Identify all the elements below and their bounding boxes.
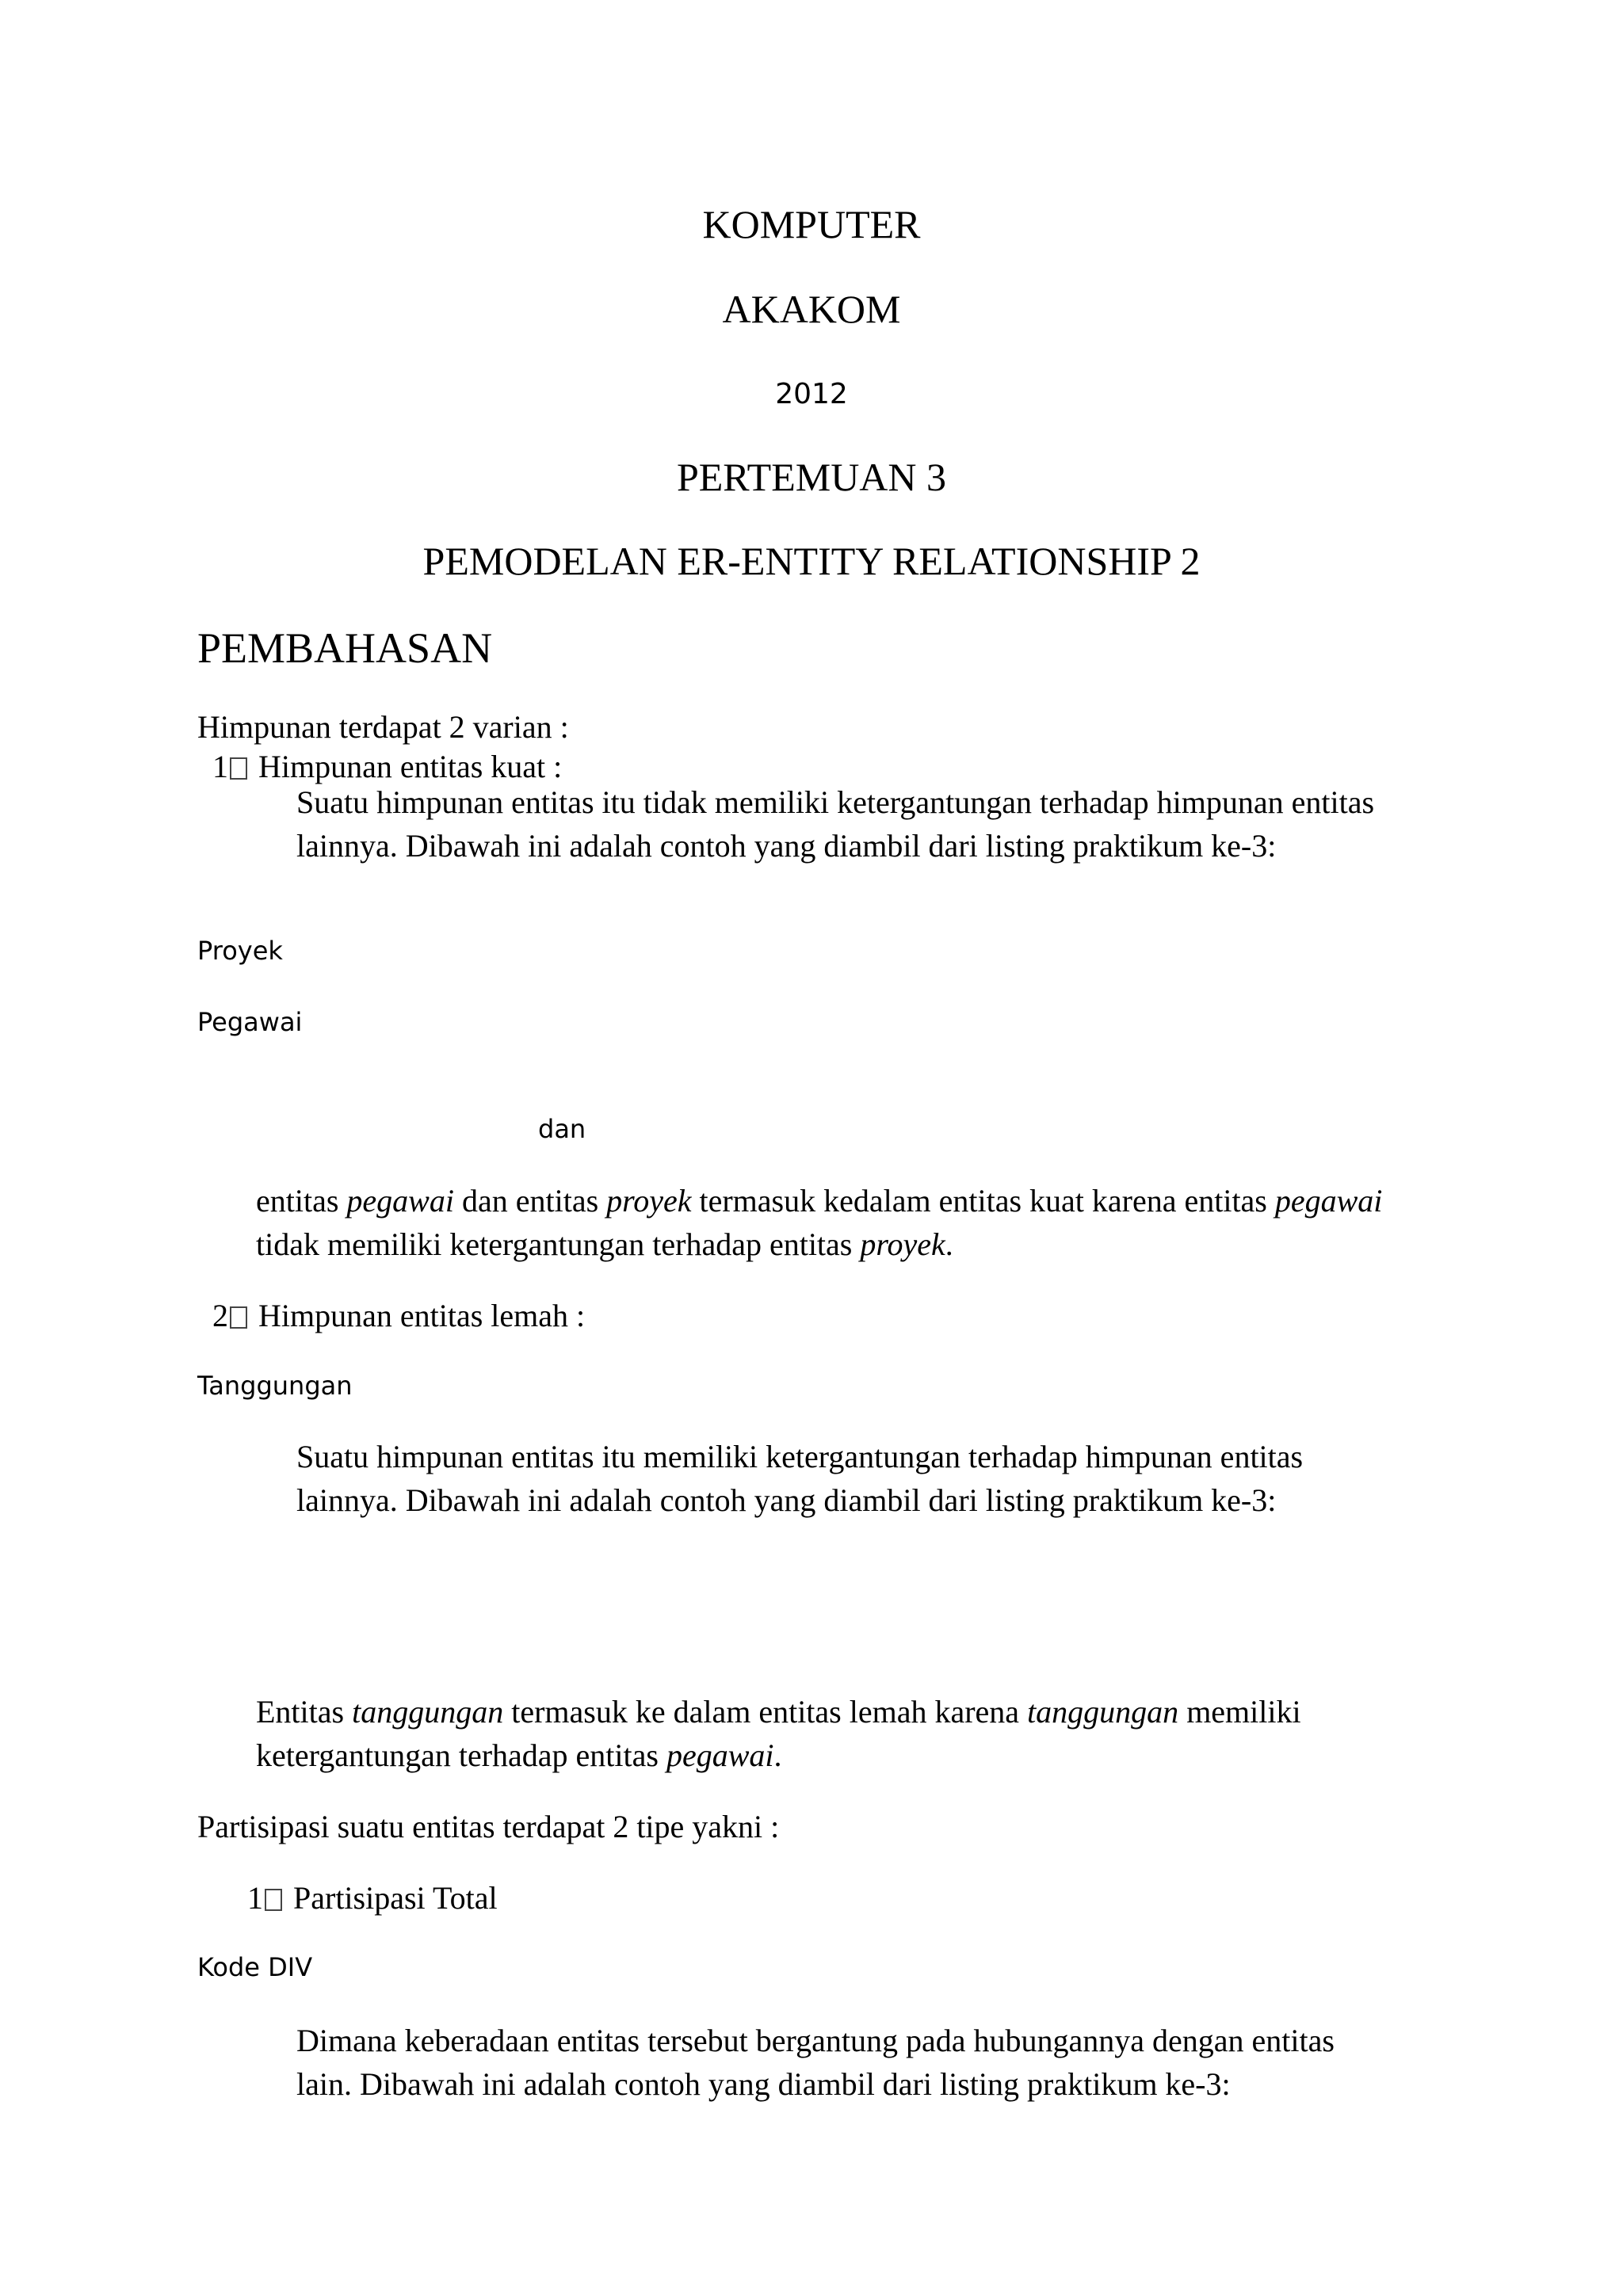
item1-desc-line1: Suatu himpunan entitas itu tidak memiliki ketergantungan terhadap himpunan entitas [296,784,1375,820]
participation-intro: Partisipasi suatu entitas terdapat 2 tipe yakni : [197,1809,780,1844]
figure-label-pegawai: Pegawai [197,1007,303,1037]
item-label: Partisipasi Total [293,1880,498,1916]
intro-text: Himpunan terdapat 2 varian : [197,709,569,745]
missing-glyph-icon [265,1889,282,1911]
section-heading: PEMBAHASAN [197,624,493,672]
item1-explanation-line1: entitas pegawai dan entitas proyek termasuk kedalam entitas kuat karena entitas pegawai [256,1183,1383,1219]
item2-explanation-line2: ketergantungan terhadap entitas pegawai. [256,1737,782,1773]
figure-label-proyek: Proyek [197,936,283,966]
item-label: Himpunan entitas lemah : [258,1298,586,1333]
item-label: Himpunan entitas kuat : [258,749,563,784]
figure-label-dan: dan [538,1114,586,1144]
item-number: 2 [212,1298,228,1333]
missing-glyph-icon [230,1306,247,1329]
item2-desc-line1: Suatu himpunan entitas itu memiliki ketergantungan terhadap himpunan entitas [296,1439,1304,1474]
item2-desc-line2: lainnya. Dibawah ini adalah contoh yang diambil dari listing praktikum ke-3: [296,1482,1277,1518]
item1-desc-line2: lainnya. Dibawah ini adalah contoh yang diambil dari listing praktikum ke-3: [296,828,1277,864]
figure-label-kode-div: Kode DIV [197,1952,313,1982]
item-number: 1 [212,749,228,784]
participation-desc-line2: lain. Dibawah ini adalah contoh yang diambil dari listing praktikum ke-3: [296,2066,1231,2102]
item1-explanation-line2: tidak memiliki ketergantungan terhadap entitas proyek. [256,1226,953,1262]
item-number: 1 [247,1880,263,1916]
figure-label-tanggungan: Tanggungan [197,1371,353,1401]
header-meeting: PERTEMUAN 3 [676,455,947,499]
missing-glyph-icon [230,757,247,780]
header-line-komputer: KOMPUTER [702,202,921,246]
header-topic: PEMODELAN ER-ENTITY RELATIONSHIP 2 [422,539,1201,583]
list-item-total-participation [247,1876,498,1920]
list-item-weak-entity [212,1294,585,1338]
header-line-akakom: AKAKOM [722,287,901,331]
participation-desc-line1: Dimana keberadaan entitas tersebut bergantung pada hubungannya dengan entitas [296,2023,1335,2058]
item2-explanation-line1: Entitas tanggungan termasuk ke dalam entitas lemah karena tanggungan memiliki [256,1694,1301,1730]
header-year: 2012 [775,378,848,410]
